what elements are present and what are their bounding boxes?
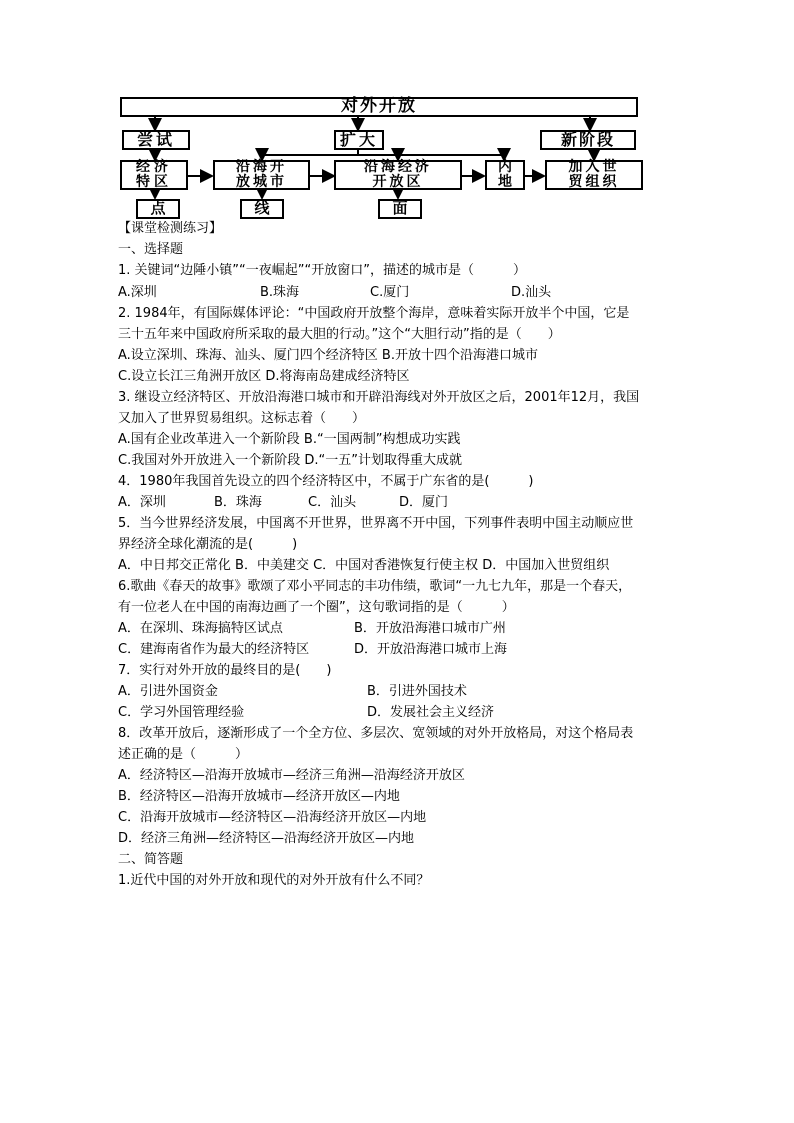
q7-option-b: B．引进外国技术 [367, 684, 467, 699]
node-wto-box [545, 160, 643, 190]
q8-option-b: B．经济特区—沿海开放城市—经济开放区—内地 [118, 789, 400, 804]
q7-option-d: D．发展社会主义经济 [367, 705, 495, 720]
section-header: 【课堂检测练习】 [118, 221, 223, 236]
q3-stem-line1: 3. 继设立经济特区、开放沿海港口城市和开辟沿海线对外开放区之后，2001年12月，我国 [118, 390, 640, 405]
q8-stem-line2: 述正确的是（ ） [118, 747, 249, 762]
q8-option-c: C．沿海开放城市—经济特区—沿海经济开放区—内地 [118, 810, 427, 825]
node-sez-line1: 经济 [136, 159, 172, 176]
q5-stem-line1: 5．当今世界经济发展，中国离不开世界，世界离不开中国，下列事件表明中国主动顺应世 [118, 516, 634, 531]
node-wto-line1: 加入世 [568, 159, 620, 176]
line-label: 线 [254, 199, 270, 218]
point-label: 点 [150, 199, 166, 218]
q1-stem: 1. 关键词“边陲小镇”“一夜崛起”“开放窗口”，描述的城市是（ ） [118, 263, 526, 278]
q6-stem-line1: 6.歌曲《春天的故事》歌颂了邓小平同志的丰功伟绩，歌词“一九七九年，那是一个春天， [118, 579, 632, 594]
stage-new-label: 新阶段 [560, 129, 615, 149]
stage-trial-box [122, 130, 190, 150]
point-box [136, 199, 180, 219]
node-coastal-zones-box [334, 160, 462, 190]
q7-option-c: C．学习外国管理经验 [118, 705, 245, 720]
q3-options-line1: A.国有企业改革进入一个新阶段 B.“一国两制”构想成功实践 [118, 432, 461, 447]
q4-stem: 4．1980年我国首先设立的四个经济特区中，不属于广东省的是( ) [118, 474, 534, 489]
stage-expand-label: 扩大 [339, 129, 378, 149]
surface-box [378, 199, 422, 219]
q1-option-b: B.珠海 [260, 285, 300, 300]
q3-stem-line2: 又加入了世界贸易组织。这标志着（ ） [118, 411, 366, 426]
q6-option-b: B．开放沿海港口城市广州 [354, 621, 506, 636]
node-wto-line2: 贸组织 [568, 174, 620, 190]
q2-stem-line1: 2. 1984年，有国际媒体评论：“中国政府开放整个海岸，意味着实际开放半个中国，它是 [118, 306, 630, 321]
q4-option-b: B．珠海 [214, 495, 262, 510]
q5-stem-line2: 界经济全球化潮流的是( ) [118, 537, 298, 552]
node-inland-line1: 内 [498, 159, 512, 176]
node-inland-box [485, 160, 525, 190]
surface-label: 面 [392, 199, 408, 218]
q1-option-d: D.汕头 [511, 285, 552, 300]
node-sez-line2: 特区 [136, 174, 172, 190]
q8-option-d: D．经济三角洲—经济特区—沿海经济开放区—内地 [118, 831, 415, 846]
node-sez-box [120, 160, 188, 190]
node-coastal-zones-line2: 开放区 [372, 174, 424, 190]
q2-options-line1: A.设立深圳、珠海、汕头、厦门四个经济特区 B.开放十四个沿海港口城市 [118, 348, 538, 363]
q4-option-c: C．汕头 [308, 495, 357, 510]
node-coastal-cities-line1: 沿海开 [236, 159, 287, 176]
q7-option-a: A．引进外国资金 [118, 684, 218, 699]
q6-option-d: D．开放沿海港口城市上海 [354, 642, 508, 657]
stage-trial-label: 尝试 [136, 129, 175, 149]
q1-option-c: C.厦门 [370, 285, 410, 300]
stage-new-box [540, 130, 636, 150]
node-coastal-zones-line1: 沿海经济 [364, 159, 432, 176]
part1-title: 一、选择题 [118, 242, 184, 257]
diagram-title: 对外开放 [341, 96, 417, 117]
node-inland-line2: 地 [498, 174, 512, 190]
stage-expand-box [334, 130, 384, 150]
node-coastal-cities-line2: 放城市 [236, 174, 287, 190]
q8-stem-line1: 8．改革开放后，逐渐形成了一个全方位、多层次、宽领域的对外开放格局，对这个格局表 [118, 726, 634, 741]
q7-stem: 7．实行对外开放的最终目的是( ) [118, 663, 332, 678]
q1-option-a: A.深圳 [118, 285, 157, 300]
q6-option-a: A．在深圳、珠海搞特区试点 [118, 621, 283, 636]
short-answer-1: 1.近代中国的对外开放和现代的对外开放有什么不同？ [118, 873, 430, 888]
q5-options: A．中日邦交正常化 B．中美建交 C．中国对香港恢复行使主权 D．中国加入世贸组织 [118, 558, 610, 573]
q6-stem-line2: 有一位老人在中国的南海边画了一个圈”，这句歌词指的是（ ） [118, 600, 515, 615]
node-coastal-cities-box [213, 160, 310, 190]
q2-options-line2: C.设立长江三角洲开放区 D.将海南岛建成经济特区 [118, 369, 410, 384]
diagram-title-box [120, 97, 638, 117]
q3-options-line2: C.我国对外开放进入一个新阶段 D.“一五”计划取得重大成就 [118, 453, 462, 468]
q6-option-c: C．建海南省作为最大的经济特区 [118, 642, 310, 657]
part2-title: 二、简答题 [118, 852, 184, 867]
q8-option-a: A．经济特区—沿海开放城市—经济三角洲—沿海经济开放区 [118, 768, 465, 783]
line-box [240, 199, 284, 219]
q4-option-a: A．深圳 [118, 495, 166, 510]
q4-option-d: D．厦门 [399, 495, 449, 510]
q2-stem-line2: 三十五年来中国政府所采取的最大胆的行动。”这个“大胆行动”指的是（ ） [118, 327, 561, 342]
